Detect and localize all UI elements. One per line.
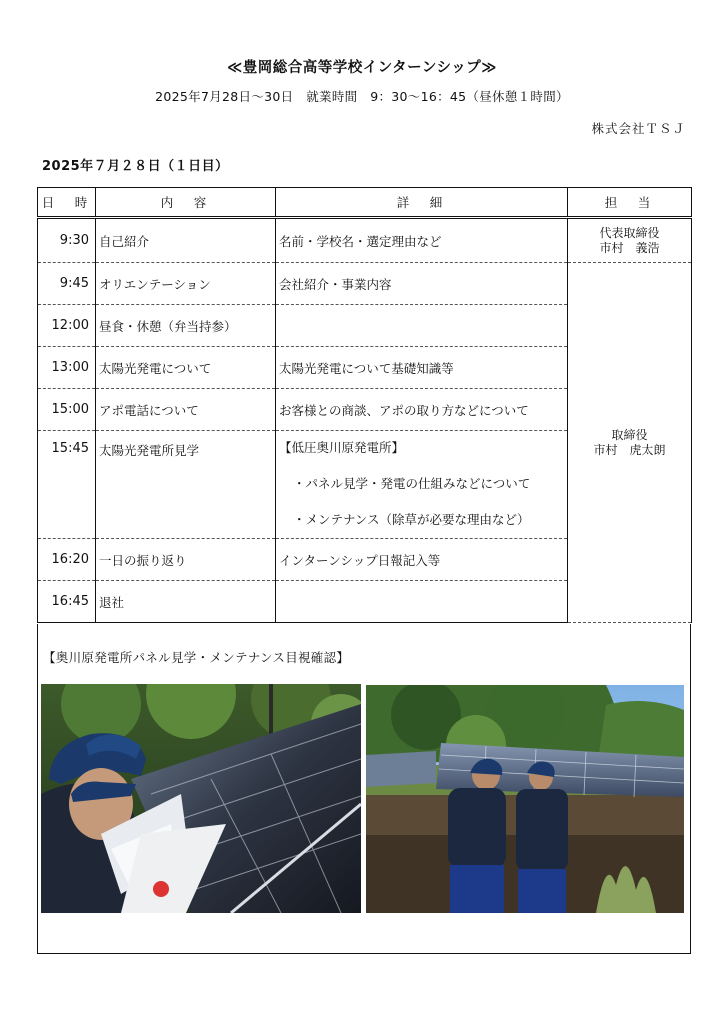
company-name: 株式会社ＴＳＪ	[591, 121, 686, 136]
row-detail: 会社紹介・事業内容	[276, 263, 568, 305]
header-content: 内 容	[96, 188, 276, 218]
row-detail: 名前・学校名・選定理由など	[276, 218, 568, 263]
row-time: 13:00	[38, 347, 96, 389]
row-content: 一日の振り返り	[96, 539, 276, 581]
row-time: 15:00	[38, 389, 96, 431]
row-detail: 太陽光発電について基礎知識等	[276, 347, 568, 389]
person-role: 取締役	[611, 427, 648, 442]
day-heading: 2025年７月２８日（１日目）	[42, 159, 229, 174]
solar-field-students-photo	[366, 685, 684, 913]
row-content: オリエンテーション	[96, 263, 276, 305]
row-detail	[276, 431, 568, 539]
row-detail	[276, 305, 568, 347]
row-time: 12:00	[38, 305, 96, 347]
row-detail: お客様との商談、アポの取り方などについて	[276, 389, 568, 431]
header-detail: 詳 細	[276, 188, 568, 218]
detail-line: ・パネル見学・発電の仕組みなどについて	[293, 476, 531, 491]
row-content: 太陽光発電所見学	[96, 431, 276, 539]
person-cell-2	[568, 263, 692, 623]
row-content: 太陽光発電について	[96, 347, 276, 389]
schedule-table	[37, 187, 692, 623]
solar-panel-inspection-photo	[41, 684, 361, 913]
table-row	[38, 218, 692, 263]
row-content: 自己紹介	[96, 218, 276, 263]
table-header-row	[38, 188, 692, 218]
header-time: 日 時	[38, 188, 96, 218]
row-time: 16:20	[38, 539, 96, 581]
photo-caption: 【奥川原発電所パネル見学・メンテナンス目視確認】	[43, 650, 350, 665]
row-content: 退社	[96, 581, 276, 623]
row-content: 昼食・休憩（弁当持参）	[96, 305, 276, 347]
person-cell-1	[568, 218, 692, 263]
person-name: 市村 虎太朗	[593, 442, 666, 457]
detail-line: 【低圧奥川原発電所】	[279, 440, 405, 455]
schedule-period: 2025年7月28日～30日 就業時間 9：30～16：45（昼休憩１時間）	[155, 89, 569, 104]
row-time: 9:30	[38, 218, 96, 263]
person-name: 市村 義浩	[599, 240, 660, 255]
page-title: ≪豊岡総合高等学校インターンシップ≫	[227, 60, 497, 76]
person-role: 代表取締役	[599, 225, 660, 240]
row-time: 16:45	[38, 581, 96, 623]
header-person: 担 当	[568, 188, 692, 218]
detail-line: ・メンテナンス（除草が必要な理由など）	[293, 512, 530, 527]
row-time: 9:45	[38, 263, 96, 305]
row-time: 15:45	[38, 431, 96, 539]
table-row	[38, 263, 692, 305]
row-content: アポ電話について	[96, 389, 276, 431]
row-detail: インターンシップ日報記入等	[276, 539, 568, 581]
row-detail	[276, 581, 568, 623]
